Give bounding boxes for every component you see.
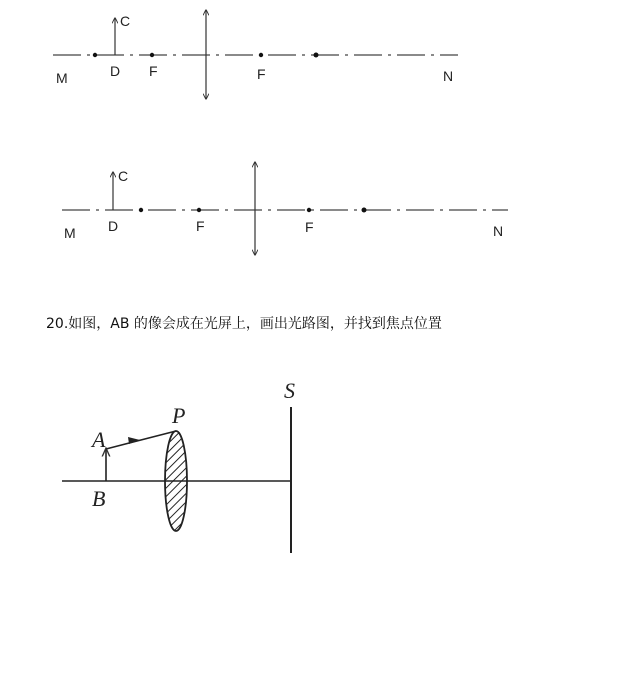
label-f-right: F bbox=[305, 219, 314, 235]
point-dot bbox=[139, 208, 143, 212]
label-s: S bbox=[284, 378, 295, 403]
label-f-left: F bbox=[196, 218, 205, 234]
label-d: D bbox=[108, 218, 119, 234]
label-p: P bbox=[172, 403, 186, 428]
label-f-left: F bbox=[149, 63, 158, 79]
diagram-1 bbox=[53, 10, 458, 99]
point-dot bbox=[93, 53, 97, 57]
incident-ray-ap bbox=[106, 431, 176, 449]
label-m: M bbox=[56, 70, 68, 86]
ray-arrow-head bbox=[128, 437, 140, 444]
diagram-2 bbox=[62, 162, 508, 255]
label-c: C bbox=[118, 168, 129, 184]
label-n: N bbox=[443, 68, 454, 84]
label-n: N bbox=[493, 223, 504, 239]
point-dot-2f bbox=[314, 53, 319, 58]
label-m: M bbox=[64, 225, 76, 241]
focal-point-left-dot bbox=[150, 53, 154, 57]
question-20-text: 20.如图，AB 的像会成在光屏上，画出光路图，并找到焦点位置 bbox=[46, 316, 442, 332]
diagram-3 bbox=[62, 378, 295, 553]
label-f-right: F bbox=[257, 66, 266, 82]
focal-point-right-dot bbox=[259, 53, 263, 57]
label-a: A bbox=[92, 427, 106, 452]
label-c: C bbox=[120, 13, 131, 29]
convex-lens-hatched bbox=[165, 431, 187, 531]
label-d: D bbox=[110, 63, 121, 79]
focal-point-right-dot bbox=[307, 208, 311, 212]
point-dot-2f bbox=[362, 208, 367, 213]
focal-point-left-dot bbox=[197, 208, 201, 212]
label-b: B bbox=[92, 486, 106, 511]
